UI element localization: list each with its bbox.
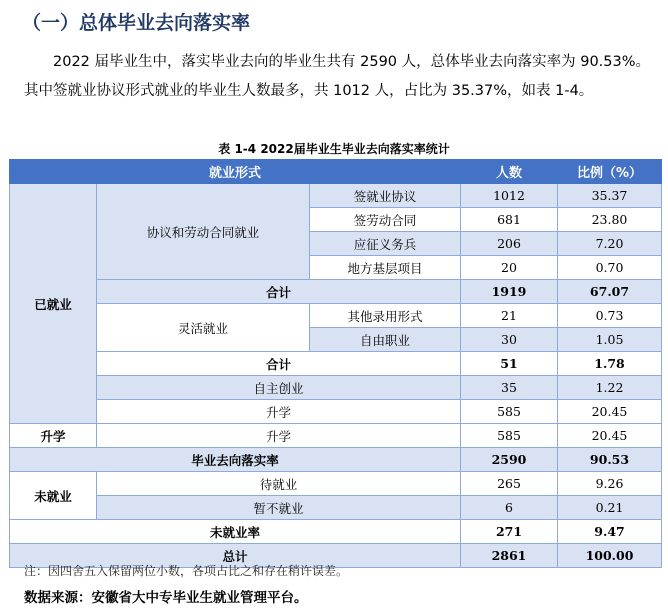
table-caption: 表 1-4 2022届毕业生毕业去向落实率统计 (218, 142, 450, 156)
row-label: 待就业 (97, 472, 461, 496)
row-label: 升学 (97, 424, 461, 448)
header-ratio: 比例（%） (558, 160, 662, 184)
table-note: 注：因四舍五入保留两位小数，各项占比之和存在稍许误差。 (24, 564, 349, 578)
section-heading: （一）总体毕业去向落实率 (22, 12, 251, 34)
total-count: 2861 (461, 544, 558, 568)
placement-rate-ratio: 90.53 (558, 448, 662, 472)
row-count: 35 (461, 376, 558, 400)
row-count: 265 (461, 472, 558, 496)
header-form: 就业形式 (10, 160, 461, 184)
row-count: 585 (461, 400, 558, 424)
row-label: 自由职业 (310, 328, 461, 352)
subtotal-count: 1919 (461, 280, 558, 304)
row-ratio: 20.45 (558, 400, 662, 424)
row-label: 应征义务兵 (310, 232, 461, 256)
subtotal-count: 51 (461, 352, 558, 376)
table-row (10, 496, 662, 520)
unemployed-category: 未就业 (10, 472, 97, 520)
row-label: 地方基层项目 (310, 256, 461, 280)
subtotal-ratio: 1.78 (558, 352, 662, 376)
row-ratio: 0.70 (558, 256, 662, 280)
row-ratio: 7.20 (558, 232, 662, 256)
contract-group-label: 协议和劳动合同就业 (97, 184, 310, 280)
row-count: 206 (461, 232, 558, 256)
rate-row (10, 448, 662, 472)
row-count: 585 (461, 424, 558, 448)
row-ratio: 0.21 (558, 496, 662, 520)
study-category: 升学 (10, 424, 97, 448)
employed-category: 已就业 (10, 184, 97, 424)
row-count: 681 (461, 208, 558, 232)
row-ratio: 20.45 (558, 424, 662, 448)
table-row (10, 304, 662, 328)
row-label: 其他录用形式 (310, 304, 461, 328)
unemployment-rate-count: 271 (461, 520, 558, 544)
row-ratio: 9.26 (558, 472, 662, 496)
table-row (10, 400, 662, 424)
row-count: 6 (461, 496, 558, 520)
table-row (10, 184, 662, 208)
unemployment-rate-label: 未就业率 (10, 520, 461, 544)
row-ratio: 0.73 (558, 304, 662, 328)
subtotal-label: 合计 (97, 280, 461, 304)
placement-rate-label: 毕业去向落实率 (10, 448, 461, 472)
placement-rate-count: 2590 (461, 448, 558, 472)
row-ratio: 35.37 (558, 184, 662, 208)
row-count: 30 (461, 328, 558, 352)
flexible-group-label: 灵活就业 (97, 304, 310, 352)
employment-table (9, 159, 662, 568)
total-label: 总计 (10, 544, 461, 568)
row-ratio: 23.80 (558, 208, 662, 232)
unemployment-rate-ratio: 9.47 (558, 520, 662, 544)
subtotal-row (10, 352, 662, 376)
row-ratio: 1.05 (558, 328, 662, 352)
table-row (10, 472, 662, 496)
subtotal-label: 合计 (97, 352, 461, 376)
header-count: 人数 (461, 160, 558, 184)
row-label: 升学 (97, 400, 461, 424)
row-ratio: 1.22 (558, 376, 662, 400)
data-source: 数据来源：安徽省大中专毕业生就业管理平台。 (24, 590, 308, 606)
row-label: 暂不就业 (97, 496, 461, 520)
subtotal-row (10, 280, 662, 304)
rate-row (10, 520, 662, 544)
table-row (10, 424, 662, 448)
subtotal-ratio: 67.07 (558, 280, 662, 304)
table-row (10, 376, 662, 400)
row-count: 20 (461, 256, 558, 280)
row-count: 21 (461, 304, 558, 328)
total-ratio: 100.00 (558, 544, 662, 568)
table-header-row (10, 160, 662, 184)
row-count: 1012 (461, 184, 558, 208)
summary-paragraph: 2022 届毕业生中，落实毕业去向的毕业生共有 2590 人，总体毕业去向落实率为 90.53%。其中签就业协议形式就业的毕业生人数最多，共 1012 人，占比为 35.37%，如表 1-4。 (24, 54, 651, 99)
row-label: 签就业协议 (310, 184, 461, 208)
row-label: 自主创业 (97, 376, 461, 400)
row-label: 签劳动合同 (310, 208, 461, 232)
